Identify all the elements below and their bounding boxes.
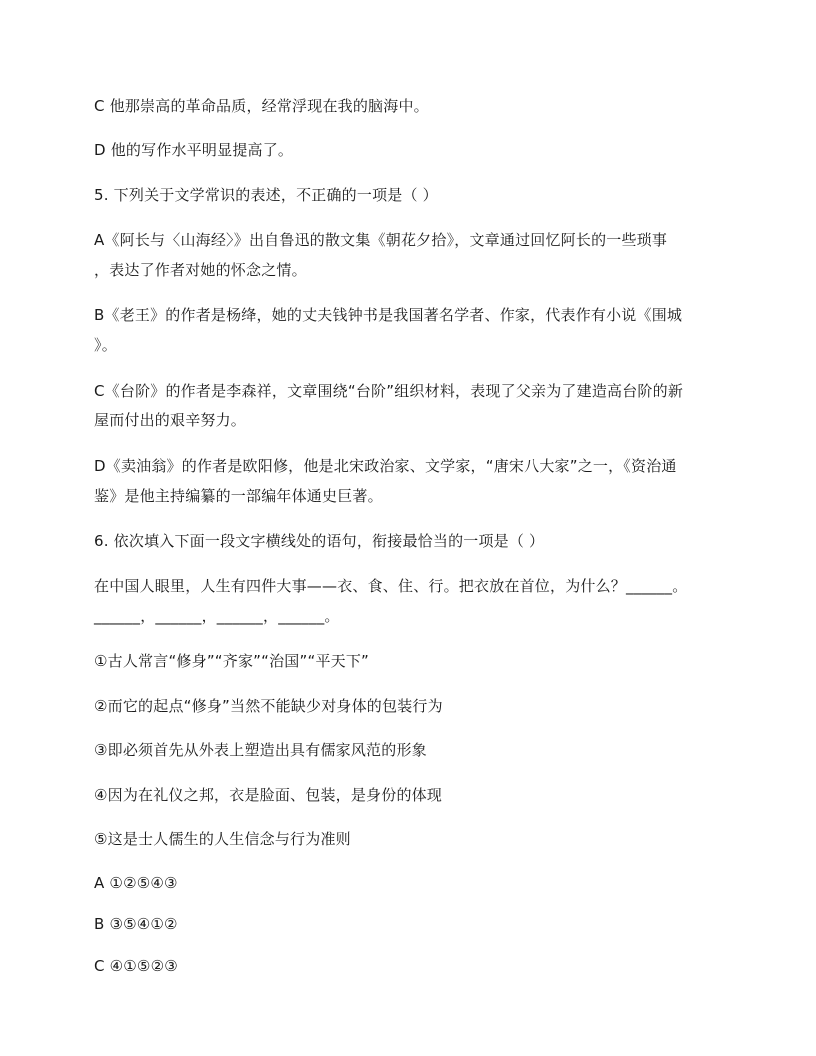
q5-option-a-line-1: A《阿长与〈山海经〉》出自鲁迅的散文集《朝花夕拾》，文章通过回忆阿长的一些琐事 [94,231,668,249]
q5-option-c-line-1: C《台阶》的作者是李森祥，文章围绕“台阶”组织材料，表现了父亲为了建造高台阶的新 [94,382,684,400]
option-c-sentence: C 他那崇高的革命品质，经常浮现在我的脑海中。 [94,97,429,115]
q6-option-b: B ③⑤④①② [94,915,178,933]
q6-sentence-3: ③即必须首先从外表上塑造出具有儒家风范的形象 [94,741,427,759]
q6-sentence-1: ①古人常言“修身”“齐家”“治国”“平天下” [94,652,370,670]
q6-passage-line-2: ______，______，______，______。 [94,607,340,625]
q6-option-a: A ①②⑤④③ [94,874,178,892]
q6-sentence-5: ⑤这是士人儒生的人生信念与行为准则 [94,830,351,848]
q5-option-b-line-1: B《老王》的作者是杨绛，她的丈夫钱钟书是我国著名学者、作家，代表作有小说《围城 [94,306,683,324]
q5-option-c-line-2: 屋而付出的艰辛努力。 [94,411,247,429]
q5-option-b-line-2: 》。 [94,336,117,354]
q5-option-d-line-1: D《卖油翁》的作者是欧阳修，他是北宋政治家、文学家，“唐宋八大家”之一，《资治通 [94,457,677,475]
q6-sentence-2: ②而它的起点“修身”当然不能缺少对身体的包装行为 [94,697,443,715]
question-6-stem: 6. 依次填入下面一段文字横线处的语句，衔接最恰当的一项是（ ） [94,532,545,550]
question-5-stem: 5. 下列关于文学常识的表述，不正确的一项是（ ） [94,186,438,204]
q6-sentence-4: ④因为在礼仪之邦，衣是脸面、包装，是身份的体现 [94,786,443,804]
q5-option-d-line-2: 鉴》是他主持编纂的一部编年体通史巨著。 [94,487,383,505]
q6-passage-line-1: 在中国人眼里，人生有四件大事——衣、食、住、行。把衣放在首位，为什么？______。 [94,577,688,595]
q5-option-a-line-2: ，表达了作者对她的怀念之情。 [94,261,307,279]
option-d-sentence: D 他的写作水平明显提高了。 [94,141,294,159]
q6-option-c: C ④①⑤②③ [94,957,178,975]
